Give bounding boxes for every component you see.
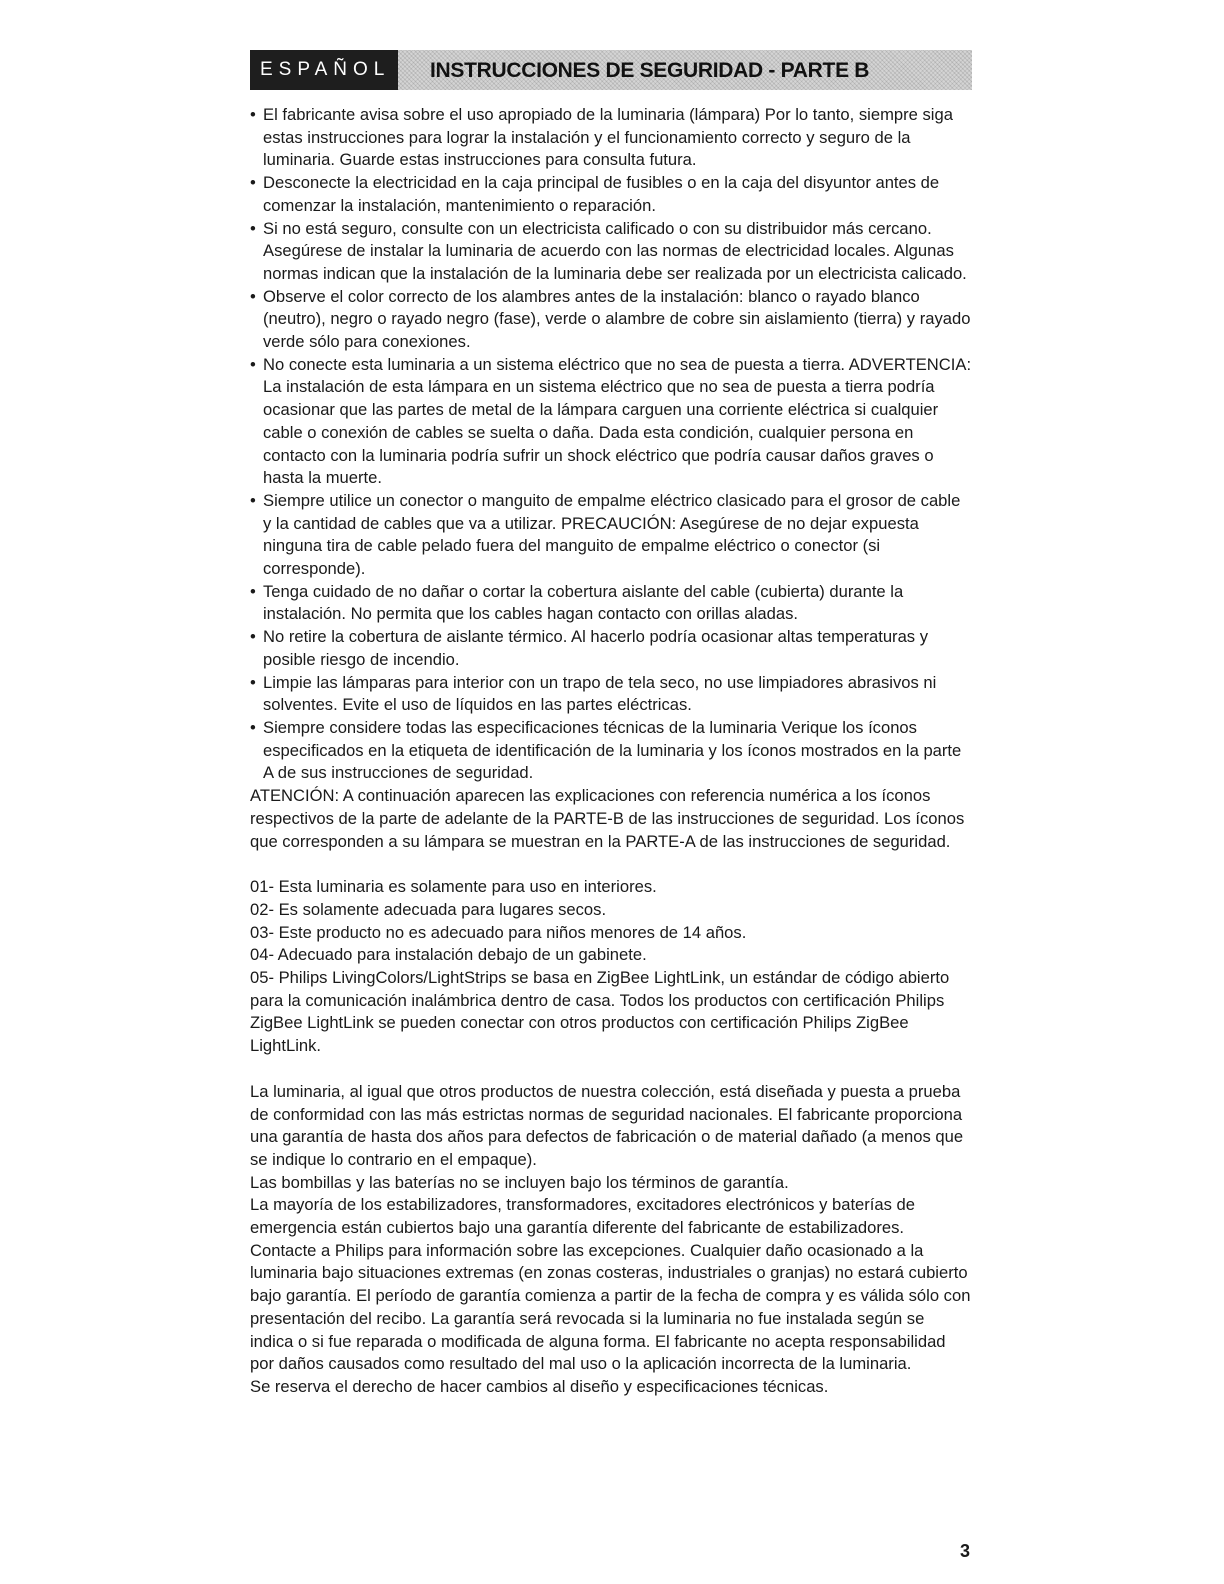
numbered-item: 04- Adecuado para instalación debajo de un gabinete.: [250, 945, 647, 965]
warranty-paragraph: Las bombillas y las baterías no se incluyen bajo los términos de garantía.: [250, 1172, 789, 1192]
language-label: ESPAÑOL: [250, 50, 398, 90]
bullet-item: • Desconecte la electricidad en la caja principal de fusibles o en la caja del disyuntor antes de comenzar la instalación, mantenimiento o reparación.: [250, 172, 972, 217]
page-header: [250, 50, 972, 90]
document-body: [250, 104, 972, 1399]
section-title: INSTRUCCIONES DE SEGURIDAD - PARTE B: [398, 50, 972, 90]
page-number: 3: [960, 1541, 971, 1561]
bullet-item: • No conecte esta luminaria a un sistema eléctrico que no sea de puesta a tierra. ADVERTENCIA: La instalación de esta lámpara en un sistema eléctrico que no sea de puesta a tierra podría ocasionar que las partes de metal de la lámpara carguen una corriente eléctrica si cualquier cable o conexión de cables se suelta o daña. Dada esta condición, cualquier persona en contacto con la luminaria podría sufrir un shock eléctrico que podría causar daños graves o hasta la muerte.: [250, 354, 972, 490]
bullet-item: • Si no está seguro, consulte con un electricista calificado o con su distribuidor más cercano. Asegúrese de instalar la luminaria de acuerdo con las normas de electricidad locales. Algunas normas indican que la instalación de la luminaria debe ser realizada por un electricista calicado.: [250, 218, 972, 286]
warranty-paragraph: Se reserva el derecho de hacer cambios al diseño y especificaciones técnicas.: [250, 1376, 829, 1396]
bullet-item: • Siempre considere todas las especificaciones técnicas de la luminaria Verique los íconos especificados en la etiqueta de identificación de la luminaria y los íconos mostrados en la parte A de sus instrucciones de seguridad.: [250, 717, 972, 785]
bullet-item: • No retire la cobertura de aislante térmico. Al hacerlo podría ocasionar altas temperaturas y posible riesgo de incendio.: [250, 626, 972, 671]
bullet-item: • Observe el color correcto de los alambres antes de la instalación: blanco o rayado blanco (neutro), negro o rayado negro (fase), verde o alambre de cobre sin aislamiento (tierra) y rayado verde sólo para conexiones.: [250, 286, 972, 354]
attention-paragraph: ATENCIÓN: A continuación aparecen las explicaciones con referencia numérica a los íconos respectivos de la parte de adelante de la PARTE-B de las instrucciones de seguridad. Los íconos que corresponden a su lámpara se muestran en la PARTE-A de las instrucciones de seguridad.: [250, 786, 965, 851]
bullet-item: • Tenga cuidado de no dañar o cortar la cobertura aislante del cable (cubierta) durante la instalación. No permita que los cables hagan contacto con orillas aladas.: [250, 581, 972, 626]
spacer: [250, 1058, 972, 1081]
numbered-item: 05- Philips LivingColors/LightStrips se basa en ZigBee LightLink, un estándar de código abierto para la comunicación inalámbrica dentro de casa. Todos los productos con certificación Philips ZigBee LightLink se pueden conectar con otros productos con certificación Philips ZigBee LightLink.: [250, 968, 950, 1056]
warranty-paragraph: La luminaria, al igual que otros productos de nuestra colección, está diseñada y puesta a prueba de conformidad con las más estrictas normas de seguridad nacionales. El fabricante proporciona una garantía de hasta dos años para defectos de fabricación o de material dañado (a menos que se indique lo contrario en el empaque).: [250, 1081, 964, 1169]
numbered-item: 01- Esta luminaria es solamente para uso en interiores.: [250, 877, 657, 897]
numbered-item: 02- Es solamente adecuada para lugares secos.: [250, 899, 607, 919]
bullet-item: • Limpie las lámparas para interior con un trapo de tela seco, no use limpiadores abrasivos ni solventes. Evite el uso de líquidos en las partes eléctricas.: [250, 672, 972, 717]
numbered-item: 03- Este producto no es adecuado para niños menores de 14 años.: [250, 922, 747, 942]
safety-bullet-list: [250, 104, 972, 785]
spacer: [250, 853, 972, 876]
bullet-item: • El fabricante avisa sobre el uso apropiado de la luminaria (lámpara) Por lo tanto, siempre siga estas instrucciones para lograr la instalación y el funcionamiento correcto y seguro de la luminaria. Guarde estas instrucciones para consulta futura.: [250, 104, 972, 172]
bullet-item: • Siempre utilice un conector o manguito de empalme eléctrico clasicado para el grosor de cable y la cantidad de cables que va a utilizar. PRECAUCIÓN: Asegúrese de no dejar expuesta ninguna tira de cable pelado fuera del manguito de empalme eléctrico o conector (si corresponde).: [250, 490, 972, 581]
warranty-paragraph: La mayoría de los estabilizadores, transformadores, excitadores electrónicos y baterías de emergencia están cubiertos bajo una garantía diferente del fabricante de estabilizadores. Contacte a Philips para información sobre las excepciones. Cualquier daño ocasionado a la luminaria bajo situaciones extremas (en zonas costeras, industriales o granjas) no estará cubierto bajo garantía. El período de garantía comienza a partir de la fecha de compra y es válida sólo con presentación del recibo. La garantía será revocada si la luminaria no fue instalada según se indica o si fue reparada o modificada de alguna forma. El fabricante no acepta responsabilidad por daños causados como resultado del mal uso o la aplicación incorrecta de la luminaria.: [250, 1195, 971, 1374]
